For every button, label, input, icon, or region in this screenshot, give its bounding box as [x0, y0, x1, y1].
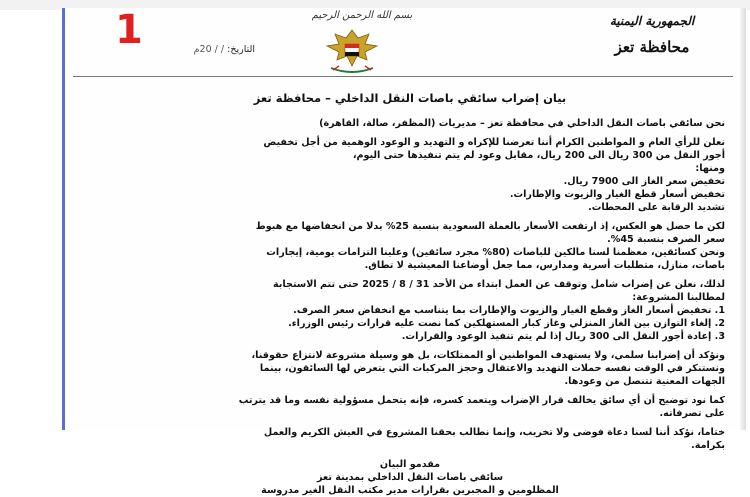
statement-title: بيان إضراب سائقي باصات النقل الداخلي – محافظة تعز — [253, 91, 567, 105]
statement-body — [95, 84, 725, 497]
header-divider — [73, 76, 733, 77]
text-line: تشديد الرقابة على المحطات. — [588, 202, 725, 213]
text-line: لذلك، نعلن عن إضراب شامل وتوقف عن العمل ابتداء من الأحد 31 / 8 / 2025 حتى تتم الاستجابة — [272, 279, 725, 290]
date-label: التاريخ: — [227, 44, 255, 55]
signature-block — [95, 458, 725, 497]
text-line: أجور النقل من 300 ريال الى 200 ريال، مقابل وعود لم يتم تنفيذها حتى اليوم، — [352, 150, 725, 161]
republic-name: الجمهورية اليمنية — [609, 14, 695, 28]
text-line: ونؤكد أن إضرابنا سلمي، ولا يستهدف المواطنين أو الممتلكات، بل هو وسيلة مشروعة لانتزاع حقوقنا، — [251, 350, 725, 361]
text-line: ختاما، نؤكد أننا لسنا دعاة فوضى ولا تخريب، وإنما نطالب بحقنا المشروع في العيش الكريم والعمل — [263, 427, 725, 438]
text-line: بكرامة. — [691, 440, 725, 451]
text-line: 3. إعادة أجور النقل الى 300 ريال إذا لم يتم تنفيذ الوعود والقرارات. — [401, 331, 725, 342]
letterhead-title — [577, 14, 727, 56]
text-line: باصات، منازل، متطلبات أسرية ومدارس، مما جعل أوضاعنا المعيشية لا تطاق. — [364, 260, 725, 271]
signature-line: سائقي باصات النقل الداخلي بمدينة تعز — [316, 472, 504, 483]
signature-line: المظلومين و المجبرين بقرارات مدير مكتب النقل الغير مدروسة — [261, 485, 559, 496]
paragraph-warning — [95, 394, 725, 420]
paragraph-peaceful — [95, 349, 725, 388]
text-line: نعلن للرأي العام و المواطنين الكرام أننا تعرضنا للإكراه و التهديد و الوعود الوهمية من أجل تخفيض — [263, 137, 725, 148]
signature-heading: مقدمو البيان — [379, 459, 441, 470]
text-line: 1. تخفيض أسعار الغاز وقطع الغيار والزيوت والإطارات بما يتناسب مع انخفاض سعر الصرف. — [293, 305, 725, 316]
paragraph-prices — [95, 220, 725, 272]
text-line: تخفيض سعر الغاز الى 7900 ريال. — [563, 176, 725, 187]
text-line: 2. إلغاء التوازن بين الغاز المنزلي وغاز كبار المستهلكين كما نصت عليه قرارات رئيس الوزراء. — [288, 318, 725, 329]
text-line: ونستنكر في الوقت نفسه حملات التهديد والاعتقال وحجز المركبات التي يتعرض لها السائقون، بينما — [259, 363, 725, 374]
letterhead — [65, 8, 749, 78]
date-field — [105, 44, 255, 55]
paragraph-demands — [95, 278, 725, 343]
text-line: ونحن كسائقين، معظمنا لسنا مالكين للباصات (80% مجرد سائقين) وعلينا التزامات يومية، إيجارات — [266, 247, 725, 258]
text-line: نحن سائقي باصات النقل الداخلي في محافظة تعز – مديريات (المظفر، صالة، القاهرة) — [319, 118, 725, 129]
text-line: كما نود توضيح أن أي سائق يخالف قرار الإضراب ويتعمد كسره، فإنه يتحمل مسؤولية نفسه وما قد يترتب — [238, 395, 725, 406]
yemen-eagle-emblem-icon — [323, 26, 381, 74]
text-line: سعر الصرف بنسبة 45%. — [607, 234, 725, 245]
text-line: ومنها: — [695, 163, 725, 174]
governorate-name: محافظة تعز — [614, 38, 690, 56]
page-number-mark: 1 — [115, 7, 143, 53]
text-line: لكن ما حصل هو العكس، إذ ارتفعت الأسعار بالعملة السعودية بنسبة 25% بدلا من انخفاضها مع هبوط — [255, 221, 725, 232]
paragraph-intro — [95, 117, 725, 130]
paragraph-closing — [95, 426, 725, 452]
document-page — [62, 7, 746, 496]
paragraph-promises — [95, 136, 725, 214]
text-line: لمطالبنا المشروعة: — [632, 292, 725, 303]
text-line: على تصرفاته. — [659, 408, 725, 419]
text-line: تخفيض أسعار قطع الغيار والزيوت والإطارات. — [509, 189, 725, 200]
text-line: الجهات المعنية تتنصل من وعودها. — [564, 376, 725, 387]
date-placeholder: / / 20م — [193, 44, 225, 55]
basmala: بسم الله الرحمن الرحيم — [311, 10, 413, 21]
